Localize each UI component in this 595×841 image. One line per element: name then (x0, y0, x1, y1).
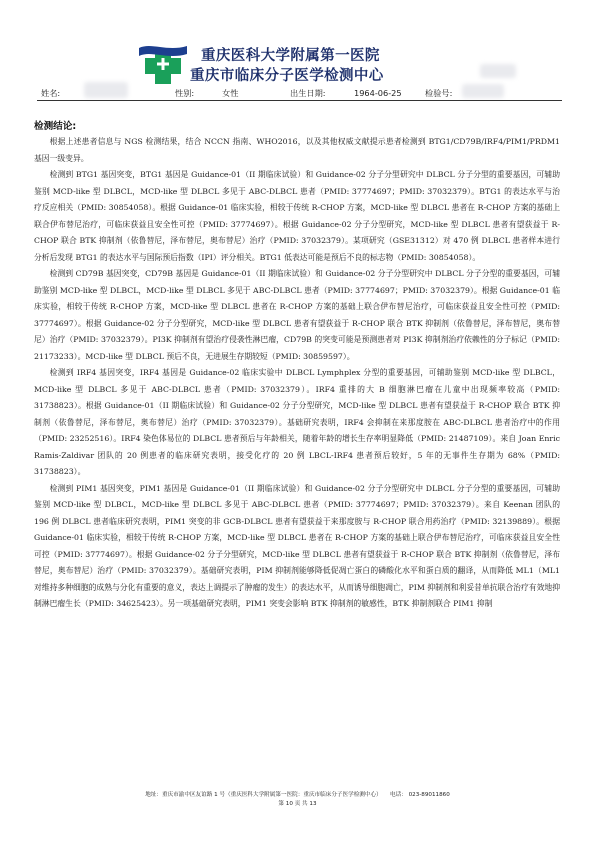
dob-value: 1964-06-25 (354, 88, 402, 98)
redaction-blur (480, 64, 516, 78)
hospital-name: 重庆医科大学附属第一医院 (201, 48, 380, 64)
conclusion-body (34, 134, 560, 613)
hospital-logo (137, 42, 189, 86)
footer-address: 地址：重庆市渝中区友谊路 1 号（重庆医科大学附属第一医院：重庆市临床分子医学检测中心） 电话： 023-89011860 (145, 792, 450, 798)
paragraph-cd79b: 检测到 CD79B 基因突变，CD79B 基因是 Guidance-01（II 期临床试验）和 Guidance-02 分子分型研究中 DLBCL 分子分型的重要基因，可辅助鉴别 MCD-like 型 DLBCL，MCD-like 型 DLBCL 多见于 ABC-DLBCL 患者（PMID: 37774697；PMID: 37032379）。根据 Guidance-01 临床实验，相较于传统 R-CHOP 方案，MCD-like 型 DLBCL 患者在 R-CHOP 方案的基础上联合伊布替尼治疗，可临床获益且安全性可控（PMID: 37774697）。根据 Guidance-02 分子分型研究，MCD-like 型 DLBCL 患者有望获益于 R-CHOP 联合 BTK 抑制剂（依鲁替尼，泽布替尼，奥布替尼）治疗（PMID: 37032379）。PI3K 抑制剂有望治疗侵袭性淋巴瘤，CD79B 的突变可能是预测患者对 PI3K 抑制剂治疗依赖性的分子标记（PMID: 21173233）。MCD-like 型 DLBCL 预后不良，无进展生存期较短（PMID: 30859597）。 (34, 269, 560, 361)
name-label: 姓名: (41, 88, 61, 98)
section-title: 检测结论: (34, 121, 77, 132)
paragraph-summary: 根据上述患者信息与 NGS 检测结果，结合 NCCN 指南、WHO2016，以及其他权威文献提示患者检测到 BTG1/CD79B/IRF4/PIM1/PRDM1 基因一级变异。 (34, 137, 560, 163)
paragraph-pim1: 检测到 PIM1 基因突变，PIM1 基因是 Guidance-01（II 期临床试验）和 Guidance-02 分子分型研究中 DLBCL 分子分型的重要基因，可辅助鉴别 MCD-like 型 DLBCL，MCD-like 型 DLBCL 多见于 ABC-DLBCL 患者（PMID: 37774697；PMID: 37032379）。来自 Keenan 团队的 196 例 DLBCL 患者临床研究表明，PIM1 突变的非 GCB-DLBCL 患者有望获益于来那度胺与 R-CHOP 联合用药治疗（PMID: 32139889）。根据 Guidance-01 临床实验，相较于传统 R-CHOP 方案，MCD-like 型 DLBCL 患者在 R-CHOP 方案的基础上联合伊布替尼治疗，可临床获益且安全性可控（PMID: 37774697）。根据 Guidance-02 分子分型研究，MCD-like 型 DLBCL 患者有望获益于 R-CHOP 联合 BTK 抑制剂（依鲁替尼，泽布替尼，奥布替尼）治疗（PMID: 37032379）。基础研究表明，PIM 抑制剂能够降低促凋亡蛋白的磷酸化水平和蛋白质的翻译，从而降低 ML1（ML1 对维持多种细胞的成熟与分化有重要的意义，表达上调提示了肿瘤的发生）的表达水平，从而诱导细胞凋亡，PIM 抑制剂和利妥昔单抗联合治疗有效地抑制淋巴瘤生长（PMID: 34625423）。另一项基础研究表明，PIM1 突变会影响 BTK 抑制剂的敏感性，BTK 抑制剂联合 PIM1 抑制 (34, 483, 560, 608)
redaction-blur (84, 82, 128, 98)
gender-value: 女性 (222, 88, 239, 98)
center-name: 重庆市临床分子医学检测中心 (190, 68, 384, 84)
check-no-label: 检验号: (425, 88, 453, 98)
dob-label: 出生日期: (290, 88, 326, 98)
redaction-blur (462, 84, 504, 98)
paragraph-irf4: 检测到 IRF4 基因突变，IRF4 基因是 Guidance-02 临床实验中 DLBCL Lymphplex 分型的重要基因，可辅助鉴别 MCD-like 型 DLBCL，MCD-like 型 DLBCL 多见于 ABC-DLBCL 患者（PMID: 37032379）。IRF4 重排的大 B 细胞淋巴瘤在儿童中出现频率较高（PMID: 31738823）。根据 Guidance-01（II 期临床试验）和 Guidance-02 分子分型研究，MCD-like 型 DLBCL 患者有望获益于 R-CHOP 联合 BTK 抑制剂（依鲁替尼，泽布替尼，奥布替尼）治疗（PMID: 37032379）。基础研究表明，IRF4 会抑制在来那度胺在 ABC-DLBCL 患者治疗中的作用（PMID: 23252516）。IRF4 染色体易位的 DLBCL 患者预后与年龄相关，随着年龄的增长生存率明显降低（PMID: 21487109）。来自 Joan Enric Ramis-Zaldivar 团队的 20 例患者的临床研究表明，接受化疗的 20 例 LBCL-IRF4 患者预后较好，5 年的无事件生存期为 68%（PMID: 31738823）。 (34, 368, 560, 476)
header-divider (37, 100, 562, 101)
paragraph-btg1: 检测到 BTG1 基因突变，BTG1 基因是 Guidance-01（II 期临床试验）和 Guidance-02 分子分型研究中 DLBCL 分子分型的重要基因，可辅助鉴别 MCD-like 型 DLBCL，MCD-like 型 DLBCL 多见于 ABC-DLBCL 患者（PMID: 37774697；PMID: 37032379）。BTG1 的表达水平与治疗反应相关（PMID: 30854058）。根据 Guidance-01 临床实验，相较于传统 R-CHOP 方案，MCD-like 型 DLBCL 患者在 R-CHOP 方案的基础上联合伊布替尼治疗，可临床获益且安全性可控（PMID: 37774697）。根据 Guidance-02 分子分型研究，MCD-like 型 DLBCL 患者有望获益于 R-CHOP 联合 BTK 抑制剂（依鲁替尼，泽布替尼，奥布替尼）治疗（PMID: 37032379）。某项研究（GSE31312）对 470 例 DLBCL 患者样本进行分析后发现 BTG1 的表达水平与国际预后指数（IPI）评分相关。BTG1 低表达可能是预后不良的标志物（PMID: 30854058）。 (34, 170, 560, 262)
gender-label: 性别: (175, 88, 195, 98)
footer-page-number: 第 10 页 共 13 (278, 801, 317, 807)
